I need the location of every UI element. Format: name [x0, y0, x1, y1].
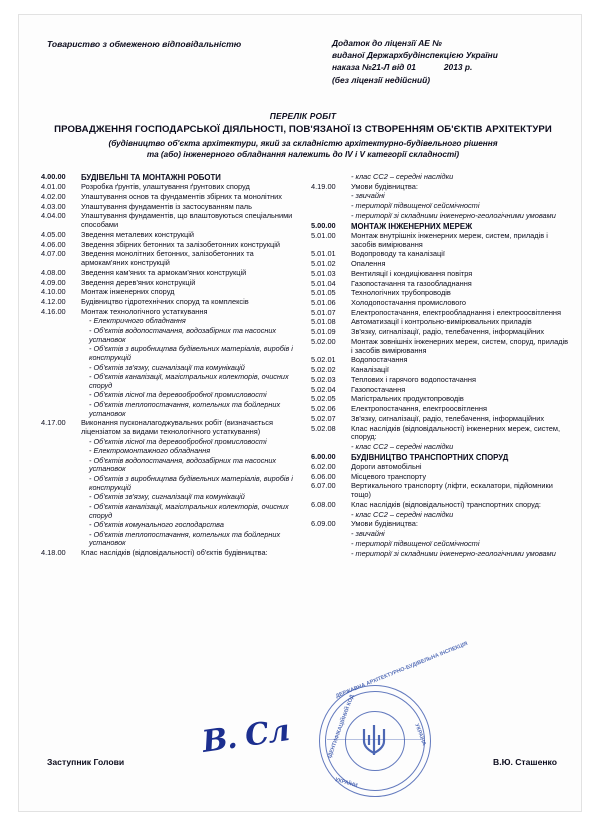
- item-text: Вертикального транспорту (ліфти, ескалатори, підйомники тощо): [351, 481, 553, 500]
- sub-item: - Об'єктів водопостачання, водозабірних та насосних установок: [89, 326, 277, 344]
- item-text: - звичайні: [351, 529, 385, 539]
- item-code: 5.02.01: [311, 355, 336, 365]
- sub-item: - Об'єктів зв'язку, сигналізації та комунікацій: [89, 492, 245, 502]
- item-code: 4.01.00: [41, 182, 66, 192]
- item-code: 4.17.00: [41, 418, 66, 428]
- stamp-left-text: ІДЕНТИФІКАЦІЙНИЙ КОД: [327, 694, 356, 760]
- list-item: [41, 173, 299, 182]
- item-text: Клас наслідків (відповідальності) інженерних мереж, систем, споруд:: [351, 423, 561, 442]
- list-item: [311, 425, 569, 442]
- item-text: - клас СС2 – середні наслідки: [351, 509, 454, 519]
- list-item: [311, 530, 569, 539]
- list-item: [311, 289, 569, 298]
- item-text: МОНТАЖ ІНЖЕНЕРНИХ МЕРЕЖ: [351, 221, 473, 231]
- item-text: Холодопостачання промислового: [351, 298, 467, 307]
- list-item: [311, 338, 569, 355]
- list-item: [41, 419, 299, 436]
- sub-item: - Об'єктів з виробництва будівельних матеріалів, виробів і конструкцій: [89, 474, 293, 492]
- item-code: 4.16.00: [41, 306, 66, 316]
- works-list: [41, 173, 569, 559]
- item-code: 4.04.00: [41, 211, 66, 221]
- list-item: [311, 395, 569, 404]
- item-code: 6.08.00: [311, 499, 336, 509]
- item-code: 4.10.00: [41, 287, 66, 297]
- item-code: 6.06.00: [311, 471, 336, 481]
- document-scope-line-2: та (або) інженерного обладнання належить до IV i V категорії складності): [146, 150, 460, 160]
- item-text: Зв'язку, сигналізації, радіо, телебачення, інформаційних: [351, 413, 545, 423]
- item-text: Автоматизації і контрольно-вимірювальних приладів: [351, 317, 532, 327]
- item-text: Дороги автомобільні: [351, 461, 422, 471]
- list-item: [311, 299, 569, 308]
- document-header: [47, 37, 567, 86]
- list-item: [41, 250, 299, 267]
- item-code: 4.00.00: [41, 172, 66, 181]
- item-text: - клас СС2 – середні наслідки: [351, 442, 454, 452]
- item-text: Умови будівництва:: [351, 181, 418, 191]
- list-item: [311, 232, 569, 249]
- item-code: 5.00.00: [311, 220, 336, 230]
- list-item: [41, 549, 299, 558]
- item-text: Зведення дерев'яних конструкцій: [81, 277, 196, 287]
- item-text: Клас наслідків (відповідальності) транспортних споруд:: [351, 499, 541, 509]
- sub-item: - Об'єктів каналізації, магістральних колекторів, очисних споруд: [89, 372, 289, 390]
- list-item: [41, 193, 299, 202]
- document-scope-line-1: (будівництво об'єкта архітектури, який за складністю архітектурно-будівельного рішення: [108, 139, 498, 148]
- list-item: [41, 308, 299, 317]
- list-item: [41, 241, 299, 250]
- works-column-left: [41, 173, 299, 559]
- list-item: [311, 250, 569, 259]
- company-name: Товариство з обмеженою відповідальністю: [47, 39, 242, 49]
- sub-item: - Об'єктів комунального господарства: [89, 520, 224, 530]
- sub-item: - Об'єктів теплопостачання, котельних та бойлерних установок: [89, 529, 281, 548]
- item-text: Магістральних продуктопроводів: [351, 394, 464, 404]
- list-item: [311, 270, 569, 279]
- list-item: [311, 202, 569, 211]
- list-item: [311, 173, 569, 182]
- list-item: [41, 269, 299, 278]
- item-text: Опалення: [351, 259, 386, 269]
- stamp-right-text: УКРАЇНА: [413, 723, 427, 747]
- item-code: 5.02.06: [311, 404, 336, 414]
- item-text: Електропостачання, електроосвітлення: [351, 404, 487, 414]
- document-title: ПЕРЕЛІК РОБІТ: [269, 111, 337, 121]
- signatory-title: Заступник Голови: [47, 757, 125, 767]
- list-item: [41, 288, 299, 297]
- item-code: 5.02.03: [311, 374, 336, 384]
- item-text: Газопостачання: [351, 384, 406, 394]
- handwritten-signature: В. Сл: [199, 713, 291, 760]
- item-text: Каналізації: [351, 365, 389, 375]
- stamp-top-text: ДЕРЖАВНА АРХІТЕКТУРНО-БУДІВЕЛЬНА ІНСПЕКЦІЯ: [335, 640, 469, 700]
- item-code: 5.01.00: [311, 230, 336, 240]
- list-item: [311, 222, 569, 231]
- item-code: 5.02.02: [311, 365, 336, 375]
- list-item: [311, 260, 569, 269]
- item-text: Водопостачання: [351, 355, 408, 365]
- item-text: БУДІВНИЦТВО ТРАНСПОРТНИХ СПОРУД: [351, 452, 509, 462]
- item-text: Газопостачання та газообладнання: [351, 278, 472, 288]
- item-text: Розробка ґрунтів, улаштування ґрунтових споруд: [81, 182, 250, 192]
- item-code: 4.06.00: [41, 239, 66, 249]
- item-code: 5.01.01: [311, 249, 336, 259]
- list-item: [311, 309, 569, 318]
- list-item: [311, 550, 569, 559]
- sub-item: - Об'єктів лісної та деревообробної промисловості: [89, 436, 267, 446]
- sub-item: - Об'єктів з виробництва будівельних матеріалів, виробів і конструкцій: [89, 344, 293, 362]
- list-item: [311, 376, 569, 385]
- item-text: Монтаж внутрішніх інженерних мереж, систем, приладів і засобів вимірювання: [351, 230, 548, 249]
- item-code: 5.01.08: [311, 317, 336, 327]
- list-item: [311, 192, 569, 201]
- list-item: [41, 203, 299, 212]
- item-code: 5.02.04: [311, 384, 336, 394]
- list-item: [311, 328, 569, 337]
- item-code: 6.07.00: [311, 481, 336, 491]
- list-item: [311, 473, 569, 482]
- item-code: 4.07.00: [41, 249, 66, 259]
- item-code: 4.05.00: [41, 229, 66, 239]
- document-subtitle: ПРОВАДЖЕННЯ ГОСПОДАРСЬКОЇ ДІЯЛЬНОСТІ, ПОВ'ЯЗАНОЇ ІЗ СТВОРЕННЯМ ОБ'ЄКТІВ АРХІТЕКТУРИ: [54, 124, 552, 135]
- signature-area: [184, 713, 434, 769]
- item-code: 5.02.00: [311, 336, 336, 346]
- sub-item: - Електромонтажного обладнання: [89, 446, 211, 456]
- item-text: Теплових і гарячого водопостачання: [351, 374, 476, 384]
- item-code: 5.01.04: [311, 278, 336, 288]
- list-item: [311, 366, 569, 375]
- list-item: [311, 463, 569, 472]
- item-code: 4.02.00: [41, 191, 66, 201]
- list-item: [311, 482, 569, 499]
- list-item: [41, 231, 299, 240]
- item-code: 6.00.00: [311, 451, 336, 461]
- item-text: Водопроводу та каналізації: [351, 249, 445, 259]
- item-text: Зведення монолітних бетонних, залізобетонних та армокам'яних конструкцій: [81, 249, 254, 268]
- sub-item: - Об'єктів каналізації, магістральних колекторів, очисних споруд: [89, 501, 289, 520]
- item-code: 5.01.09: [311, 327, 336, 337]
- sub-item: - Об'єктів зв'язку, сигналізації та комунікацій: [89, 362, 245, 372]
- item-code: 4.03.00: [41, 201, 66, 211]
- item-code: 5.02.08: [311, 423, 336, 433]
- item-code: 5.02.05: [311, 394, 336, 404]
- item-text: Зведення кам'яних та армокам'яних конструкцій: [81, 267, 247, 277]
- item-code: 4.09.00: [41, 277, 66, 287]
- stamp-bottom-text: УКРАЇНИ: [334, 777, 359, 790]
- item-text: Вентиляції і кондиціювання повітря: [351, 268, 473, 278]
- list-item: [311, 501, 569, 510]
- item-code: 4.08.00: [41, 267, 66, 277]
- item-text: - території зі складними інженерно-геологічними умовами: [351, 210, 556, 220]
- item-text: Місцевого транспорту: [351, 471, 427, 481]
- item-text: Будівництво гідротехнічних споруд та комплексів: [81, 297, 249, 306]
- item-text: Монтаж технологічного устаткування: [81, 306, 208, 316]
- item-code: 4.18.00: [41, 547, 66, 557]
- list-item: [311, 415, 569, 424]
- item-code: 5.01.05: [311, 288, 336, 298]
- item-text: Виконання пусконалагоджувальних робіт (визначається ліцензіатом за видами технологічного устаткування): [81, 418, 273, 436]
- item-text: - клас СС2 – середні наслідки: [351, 172, 454, 181]
- item-text: Зведення металевих конструкцій: [81, 229, 195, 239]
- list-item: [311, 511, 569, 520]
- list-item: [311, 318, 569, 327]
- list-item: [311, 520, 569, 529]
- paper-sheet: [18, 14, 582, 812]
- list-item: [311, 356, 569, 365]
- signature-block: [47, 713, 557, 769]
- sub-item: - Електричного обладнання: [89, 316, 186, 326]
- item-code: 6.09.00: [311, 519, 336, 529]
- item-text: БУДІВЕЛЬНІ ТА МОНТАЖНІ РОБОТИ: [81, 173, 221, 182]
- list-item: [41, 212, 299, 229]
- title-block: [39, 111, 567, 161]
- item-code: 4.12.00: [41, 297, 66, 306]
- signatory-name: В.Ю. Сташенко: [492, 757, 557, 767]
- item-code: 5.02.07: [311, 413, 336, 423]
- item-text: Монтаж зовнішніх інженерних мереж, систем, споруд, приладів і засобів вимірювання: [351, 336, 569, 355]
- item-text: Електропостачання, електрообладнання і електроосвітлення: [351, 307, 562, 317]
- sub-item: - Об'єктів лісної та деревообробної промисловості: [89, 390, 267, 400]
- item-code: 5.01.07: [311, 307, 336, 317]
- item-text: Клас наслідків (відповідальності) об'єктів будівництва:: [81, 547, 268, 557]
- license-annex-line-4: (без ліцензії недійсний): [332, 74, 431, 85]
- list-item: [311, 280, 569, 289]
- item-text: Улаштування фундаментів із застосуванням паль: [81, 201, 252, 211]
- item-text: Умови будівництва:: [351, 519, 418, 529]
- item-code: 6.02.00: [311, 461, 336, 471]
- list-item: [311, 212, 569, 221]
- list-item: [311, 540, 569, 549]
- item-code: 4.19.00: [311, 181, 336, 191]
- item-code: 5.01.06: [311, 298, 336, 307]
- list-item: [311, 183, 569, 192]
- item-code: 5.01.03: [311, 268, 336, 278]
- license-annex-line-2: виданої Держархбудінспекцією України: [332, 50, 498, 61]
- item-text: Технологічних трубопроводів: [351, 288, 451, 298]
- item-text: Зв'язку, сигналізації, радіо, телебачення, інформаційних: [351, 327, 545, 337]
- sub-item: - Об'єктів теплопостачання, котельних та бойлерних установок: [89, 399, 281, 418]
- list-item: [41, 298, 299, 307]
- license-annex-line-1: Додаток до ліцензії АЕ №: [332, 38, 442, 48]
- sub-item: - Об'єктів водопостачання, водозабірних та насосних установок: [89, 455, 277, 474]
- item-text: Монтаж інженерних споруд: [81, 287, 175, 297]
- item-text: - території підвищеної сейсмічності: [351, 201, 480, 211]
- item-text: Зведення збірних бетонних та залізобетонних конструкцій: [81, 239, 280, 249]
- license-annex-block: [332, 37, 567, 86]
- license-annex-line-3: наказа №21-Л від 01 2013 р.: [332, 62, 473, 73]
- item-text: - території підвищеної сейсмічності: [351, 538, 480, 548]
- list-item: [311, 443, 569, 452]
- item-text: Улаштування основ та фундаментів збірних та монолітних: [81, 191, 282, 201]
- works-column-right: [311, 173, 569, 559]
- list-item: [311, 405, 569, 414]
- item-text: Улаштування фундаментів, що влаштовуються спеціальними способами: [81, 211, 293, 230]
- item-text: - звичайні: [351, 191, 385, 201]
- list-item: [41, 183, 299, 192]
- list-item: [311, 453, 569, 462]
- list-item: [311, 386, 569, 395]
- list-item: [41, 279, 299, 288]
- item-code: 5.01.02: [311, 259, 336, 269]
- item-text: - території зі складними інженерно-геологічними умовами: [351, 548, 556, 558]
